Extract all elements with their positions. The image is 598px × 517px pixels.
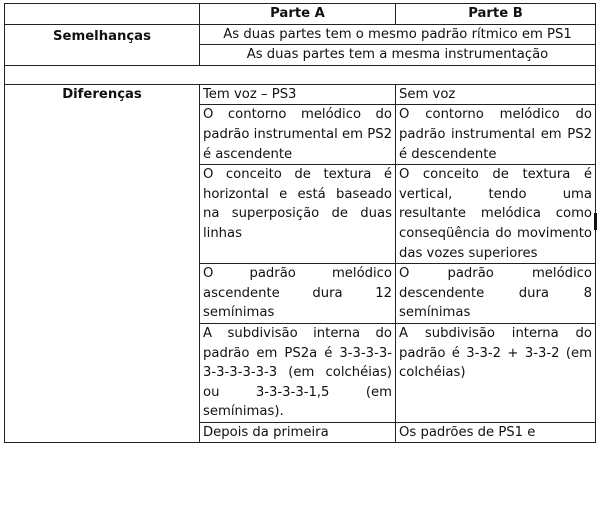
diferenca-a-cell: O contorno melódico do padrão instrumental em PS2 é ascendente bbox=[200, 105, 396, 165]
truncated-text: Depois da primeira bbox=[203, 424, 329, 440]
spacer-row bbox=[5, 65, 596, 84]
diferenca-b-cell: O contorno melódico do padrão instrumental em PS2 é descendente bbox=[396, 105, 596, 165]
semelhancas-label: Semelhanças bbox=[5, 24, 200, 65]
diferencas-label: Diferenças bbox=[5, 84, 200, 442]
diferenca-a-cell: O padrão melódico ascendente dura 12 semínimas bbox=[200, 264, 396, 324]
diferenca-b-cell: Sem voz bbox=[396, 84, 596, 105]
truncated-text: Os padrões de PS1 e bbox=[399, 424, 536, 440]
text-cursor-mark bbox=[594, 213, 597, 230]
comparison-table bbox=[4, 3, 596, 443]
diferenca-b-cell bbox=[396, 422, 596, 442]
empty-spacer-cell bbox=[5, 65, 596, 84]
diferenca-a-cell bbox=[200, 422, 396, 442]
diferenca-b-cell: A subdivisão interna do padrão é 3-3-2 + 3-3-2 (em colchéias) bbox=[396, 323, 596, 422]
header-parte-a: Parte A bbox=[200, 4, 396, 25]
header-parte-b: Parte B bbox=[396, 4, 596, 25]
table-row bbox=[5, 84, 596, 105]
diferenca-b-cell: O padrão melódico descendente dura 8 semínimas bbox=[396, 264, 596, 324]
diferenca-a-cell: O conceito de textura é horizontal e está baseado na superposição de duas linhas bbox=[200, 165, 396, 264]
semelhanca-ritmo: As duas partes tem o mesmo padrão rítmico em PS1 bbox=[200, 24, 596, 45]
diferenca-b-cell: O conceito de textura é vertical, tendo uma resultante melódica como conseqüência do movimento das vozes superiores bbox=[396, 165, 596, 264]
table-header-row bbox=[5, 4, 596, 25]
header-corner-cell bbox=[5, 4, 200, 25]
diferenca-a-cell: Tem voz – PS3 bbox=[200, 84, 396, 105]
diferenca-a-cell: A subdivisão interna do padrão em PS2a é 3-3-3-3-3-3-3-3-3-3 (em colchéias) ou 3-3-3-3-1,5 (em semínimas). bbox=[200, 323, 396, 422]
semelhanca-instrumentacao: As duas partes tem a mesma instrumentação bbox=[200, 45, 596, 66]
table-row bbox=[5, 24, 596, 45]
